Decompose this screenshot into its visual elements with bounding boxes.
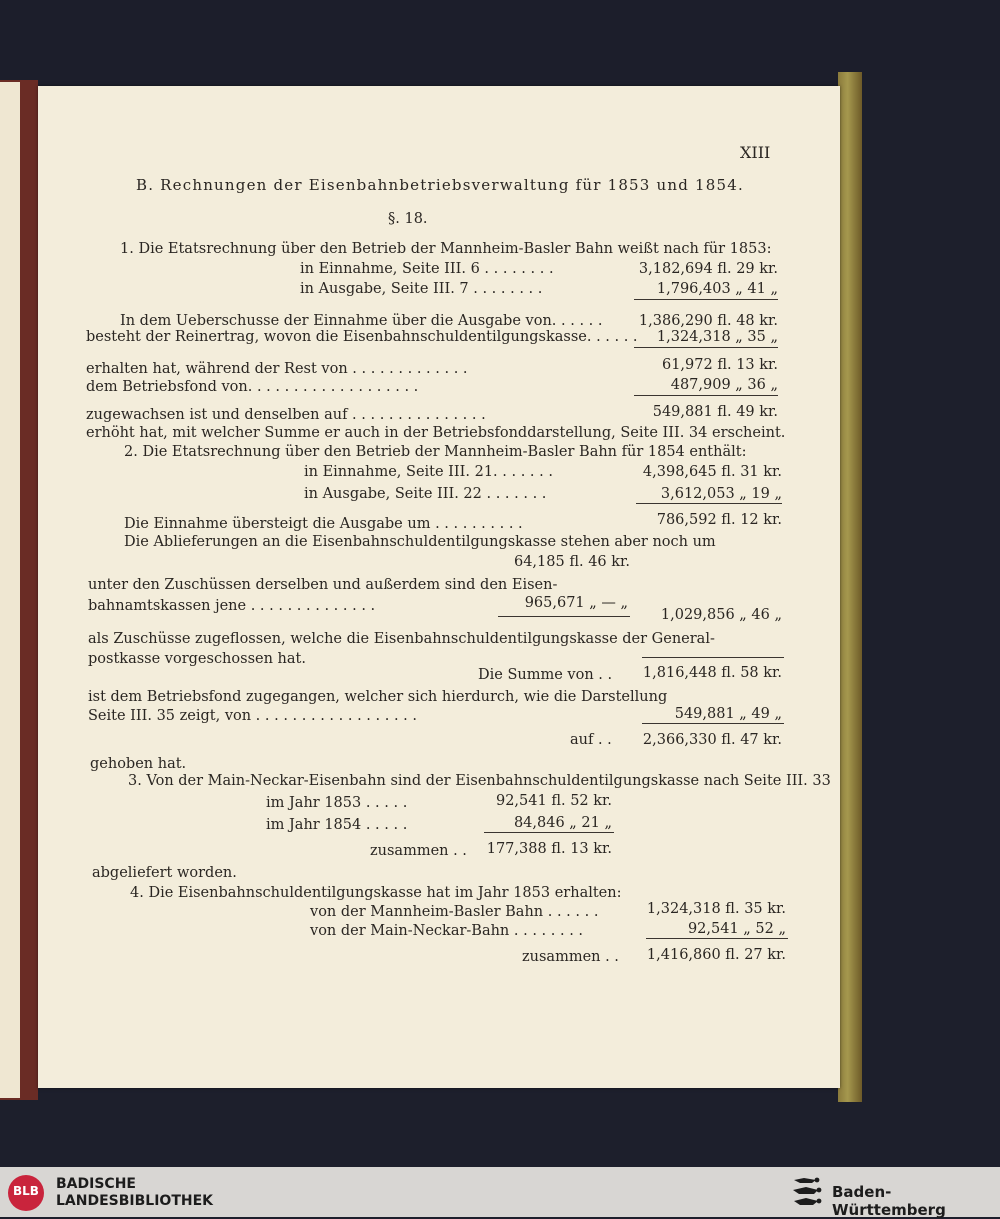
- page-number: XIII: [740, 143, 771, 162]
- library-name-line2: LANDESBIBLIOTHEK: [56, 1193, 214, 1209]
- amount-value: 3,612,053 „ 19 „: [660, 486, 782, 502]
- previous-page-edge: [0, 82, 20, 1098]
- amount-value: 1,816,448 fl. 58 kr.: [642, 665, 782, 681]
- amount-value: 487,909 „ 36 „: [670, 377, 778, 393]
- text-line: auf . .: [570, 732, 612, 748]
- blb-logo-label: BLB: [13, 1184, 39, 1198]
- book-page: [38, 86, 840, 1088]
- sum-rule: [642, 723, 784, 724]
- sum-rule: [642, 657, 784, 658]
- amount-value: 2,366,330 fl. 47 kr.: [642, 732, 782, 748]
- text-line: erhalten hat, während der Rest von . . . . . . . . . . . . .: [86, 361, 468, 377]
- text-line: zugewachsen ist und denselben auf . . . . . . . . . . . . . . .: [86, 407, 486, 423]
- text-line: bahnamtskassen jene . . . . . . . . . . . . . .: [88, 598, 376, 614]
- text-line: im Jahr 1854 . . . . .: [266, 817, 408, 833]
- sum-rule: [634, 395, 778, 396]
- text-line: im Jahr 1853 . . . . .: [266, 795, 408, 811]
- text-line: In dem Ueberschusse der Einnahme über die Ausgabe von. . . . . .: [120, 313, 603, 329]
- baden-wuerttemberg-lions-icon: [790, 1175, 822, 1209]
- text-line: Die Einnahme übersteigt die Ausgabe um . . . . . . . . . .: [124, 516, 523, 532]
- text-line: Seite III. 35 zeigt, von . . . . . . . . . . . . . . . . . .: [88, 708, 418, 724]
- text-line: 1. Die Etatsrechnung über den Betrieb der Mannheim-Basler Bahn weißt nach für 1853:: [120, 241, 772, 257]
- text-line: als Zuschüsse zugeflossen, welche die Eisenbahnschuldentilgungskasse der General-: [88, 631, 715, 647]
- amount-value: 549,881 „ 49 „: [674, 706, 782, 722]
- amount-value: 1,324,318 „ 35 „: [656, 329, 778, 345]
- text-line: von der Main-Neckar-Bahn . . . . . . . .: [310, 923, 584, 939]
- amount-value: 786,592 fl. 12 kr.: [656, 512, 782, 528]
- amount-value: 177,388 fl. 13 kr.: [486, 841, 612, 857]
- sum-rule: [498, 616, 630, 617]
- amount-value: 549,881 fl. 49 kr.: [652, 404, 778, 420]
- sum-rule: [484, 832, 614, 833]
- amount-value: 1,324,318 fl. 35 kr.: [646, 901, 786, 917]
- text-line: postkasse vorgeschossen hat.: [88, 651, 306, 667]
- text-line: zusammen . .: [522, 949, 619, 965]
- amount-value: 92,541 „ 52 „: [687, 921, 786, 937]
- library-name-line1: BADISCHE: [56, 1176, 136, 1192]
- section-number: §. 18.: [388, 211, 428, 227]
- text-line: unter den Zuschüssen derselben und außerdem sind den Eisen-: [88, 577, 558, 593]
- text-line: Die Ablieferungen an die Eisenbahnschuldentilgungskasse stehen aber noch um: [124, 534, 716, 550]
- footer-bar: [0, 1167, 1000, 1217]
- text-line: ist dem Betriebsfond zugegangen, welcher sich hierdurch, wie die Darstellung: [88, 689, 668, 705]
- text-line: zusammen . .: [370, 843, 467, 859]
- text-line: erhöht hat, mit welcher Summe er auch in der Betriebsfonddarstellung, Seite III. 34 erscheint.: [86, 425, 786, 441]
- text-line: abgeliefert worden.: [92, 865, 237, 881]
- amount-value: 92,541 fl. 52 kr.: [495, 793, 612, 809]
- text-line: 4. Die Eisenbahnschuldentilgungskasse hat im Jahr 1853 erhalten:: [130, 885, 622, 901]
- amount-value: 1,386,290 fl. 48 kr.: [638, 313, 778, 329]
- text-line: besteht der Reinertrag, wovon die Eisenbahnschuldentilgungskasse. . . . . .: [86, 329, 638, 345]
- text-line: in Ausgabe, Seite III. 7 . . . . . . . .: [300, 281, 543, 297]
- state-name: Baden-Württemberg: [832, 1183, 946, 1219]
- text-line: von der Mannheim-Basler Bahn . . . . . .: [310, 904, 599, 920]
- amount-value: 1,796,403 „ 41 „: [656, 281, 778, 297]
- sum-rule: [634, 347, 778, 348]
- sum-rule: [634, 299, 778, 300]
- text-line: 2. Die Etatsrechnung über den Betrieb der Mannheim-Basler Bahn für 1854 enthält:: [124, 444, 747, 460]
- amount-value: 965,671 „ — „: [524, 595, 628, 611]
- sum-rule: [636, 503, 782, 504]
- amount-value: 1,029,856 „ 46 „: [660, 607, 782, 623]
- amount-value: 1,416,860 fl. 27 kr.: [646, 947, 786, 963]
- text-line: gehoben hat.: [90, 756, 187, 772]
- text-line: Die Summe von . .: [478, 667, 613, 683]
- amount-value: 84,846 „ 21 „: [513, 815, 612, 831]
- text-line: in Einnahme, Seite III. 6 . . . . . . . .: [300, 261, 554, 277]
- page-heading: B. Rechnungen der Eisenbahnbetriebsverwaltung für 1853 und 1854.: [136, 176, 744, 194]
- text-line: in Ausgabe, Seite III. 22 . . . . . . .: [304, 486, 547, 502]
- book-cover-right: [838, 72, 862, 1102]
- amount-value: 61,972 fl. 13 kr.: [661, 357, 778, 373]
- scan-background: [0, 0, 1000, 80]
- sum-rule: [646, 938, 788, 939]
- amount-value: 4,398,645 fl. 31 kr.: [642, 464, 782, 480]
- text-line: 3. Von der Main-Neckar-Eisenbahn sind der Eisenbahnschuldentilgungskasse nach Seite III. 33: [128, 773, 831, 789]
- amount-value: 64,185 fl. 46 kr.: [513, 554, 630, 570]
- text-line: dem Betriebsfond von. . . . . . . . . . . . . . . . . . .: [86, 379, 419, 395]
- amount-value: 3,182,694 fl. 29 kr.: [638, 261, 778, 277]
- text-line: in Einnahme, Seite III. 21. . . . . . .: [304, 464, 553, 480]
